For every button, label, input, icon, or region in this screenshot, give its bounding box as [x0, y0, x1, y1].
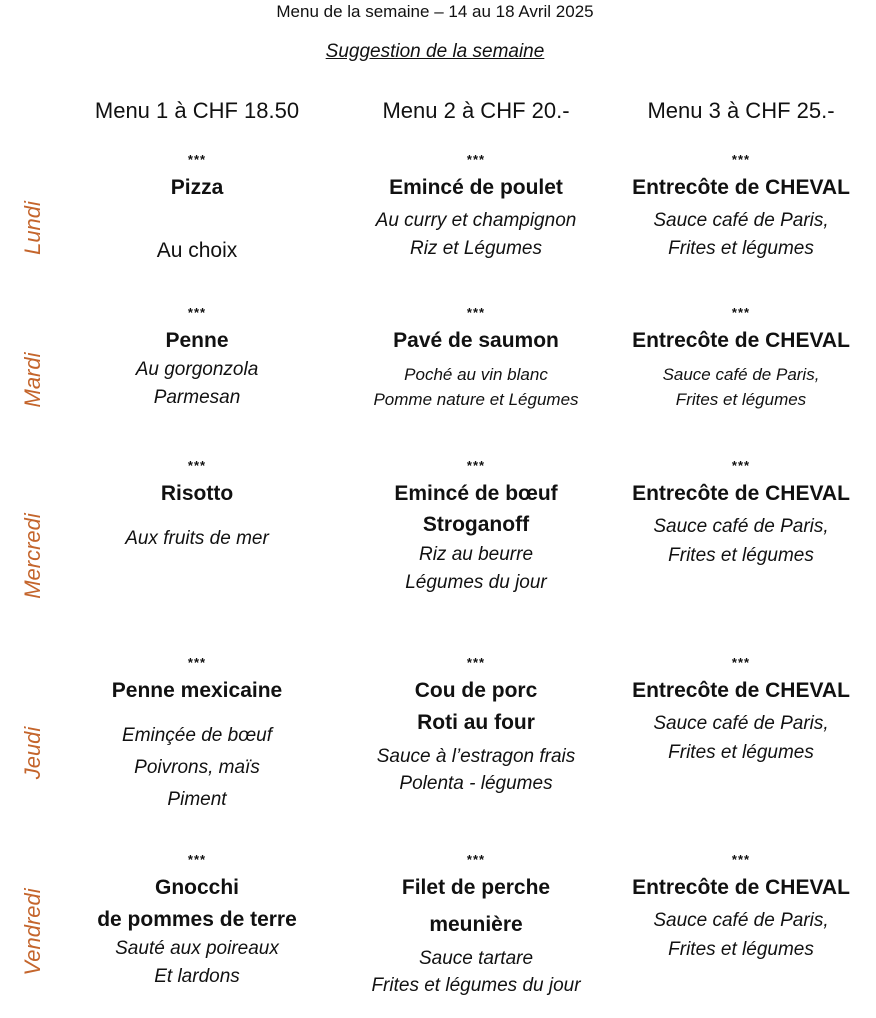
dish-name: Filet de perche [401, 876, 551, 899]
separator-stars: *** [187, 852, 207, 867]
dish-description: Frites et légumes du jour [371, 975, 581, 996]
dish-description: Au choix [156, 239, 238, 262]
dish-description: Frites et légumes [668, 742, 814, 763]
day-label-mardi: Mardi [20, 352, 45, 408]
week-title: Menu de la semaine – 14 au 18 Avril 2025 [276, 2, 594, 21]
dish-description: Riz et Légumes [409, 238, 543, 259]
dish-description: Sauce tartare [418, 948, 534, 969]
dish-description: Frites et légumes [668, 545, 814, 566]
separator-stars: *** [731, 852, 751, 867]
separator-stars: *** [466, 852, 486, 867]
dish-description: Légumes du jour [405, 572, 547, 593]
dish-name: Risotto [160, 482, 234, 505]
dish-name: de pommes de terre [97, 908, 297, 931]
separator-stars: *** [466, 152, 486, 167]
dish-description: Eminçée de bœuf [122, 725, 272, 746]
dish-description: Poivrons, maïs [134, 757, 260, 778]
dish-name: Stroganoff [422, 513, 530, 536]
dish-description: Parmesan [153, 387, 241, 408]
separator-stars: *** [187, 305, 207, 320]
dish-description: Frites et légumes [668, 939, 814, 960]
dish-name: Cou de porc [414, 679, 538, 702]
dish-name: Penne [165, 329, 229, 352]
dish-description: Frites et légumes [668, 238, 814, 259]
dish-description: Au curry et champignon [375, 210, 577, 231]
separator-stars: *** [731, 655, 751, 670]
dish-description: Sauce café de Paris, [653, 210, 829, 231]
menu-3-header: Menu 3 à CHF 25.- [647, 98, 835, 123]
dish-description: Poché au vin blanc [404, 365, 548, 384]
day-label-mercredi: Mercredi [20, 513, 45, 599]
dish-description: Piment [167, 789, 227, 810]
separator-stars: *** [731, 152, 751, 167]
dish-description: Au gorgonzola [135, 359, 259, 380]
dish-description: Riz au beurre [418, 544, 534, 565]
dish-name: Roti au four [417, 711, 535, 734]
dish-name: Entrecôte de CHEVAL [632, 329, 850, 352]
dish-description: Sauce café de Paris, [653, 713, 829, 734]
dish-name: Emincé de bœuf [394, 482, 558, 505]
dish-description: Sauce café de Paris, [653, 910, 829, 931]
day-label-vendredi: Vendredi [20, 888, 45, 976]
dish-description: Sauté aux poireaux [115, 938, 279, 959]
dish-name: Emincé de poulet [389, 176, 563, 199]
dish-name: Entrecôte de CHEVAL [632, 679, 850, 702]
separator-stars: *** [187, 152, 207, 167]
menu-2-header: Menu 2 à CHF 20.- [382, 98, 570, 123]
dish-description: Pomme nature et Légumes [373, 390, 579, 409]
dish-description: Frites et légumes [675, 390, 807, 409]
dish-description: Sauce café de Paris, [662, 365, 820, 384]
dish-name: Entrecôte de CHEVAL [632, 482, 850, 505]
dish-name: Penne mexicaine [111, 679, 283, 702]
separator-stars: *** [187, 458, 207, 473]
dish-name: meunière [429, 913, 523, 936]
suggestion-heading: Suggestion de la semaine [325, 41, 545, 62]
dish-name: Gnocchi [154, 876, 240, 899]
dish-description: Aux fruits de mer [125, 528, 269, 549]
dish-description: Et lardons [154, 966, 240, 987]
dish-name: Entrecôte de CHEVAL [632, 876, 850, 899]
dish-description: Sauce café de Paris, [653, 516, 829, 537]
dish-name: Entrecôte de CHEVAL [632, 176, 850, 199]
day-label-jeudi: Jeudi [20, 726, 45, 780]
dish-description: Polenta - légumes [399, 773, 553, 794]
dish-description: Sauce à l’estragon frais [376, 746, 576, 767]
dish-name: Pizza [170, 176, 224, 199]
separator-stars: *** [466, 655, 486, 670]
separator-stars: *** [466, 305, 486, 320]
separator-stars: *** [466, 458, 486, 473]
separator-stars: *** [187, 655, 207, 670]
menu-1-header: Menu 1 à CHF 18.50 [94, 98, 300, 123]
day-label-lundi: Lundi [20, 201, 45, 255]
separator-stars: *** [731, 458, 751, 473]
separator-stars: *** [731, 305, 751, 320]
dish-name: Pavé de saumon [393, 329, 559, 352]
